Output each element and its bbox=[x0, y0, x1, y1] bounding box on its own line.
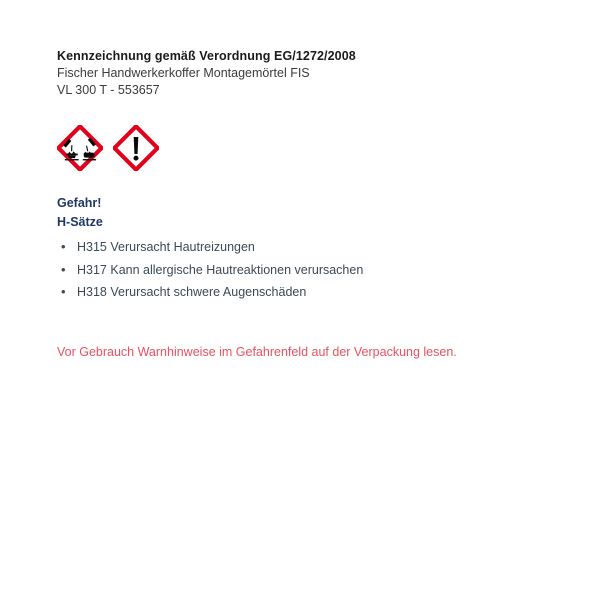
hazard-statements-label: H-Sätze bbox=[57, 215, 103, 229]
safety-notice: Vor Gebrauch Warnhinweise im Gefahrenfeld auf der Verpackung lesen. bbox=[57, 345, 457, 359]
ghs07-exclamation-mark-icon bbox=[113, 125, 159, 171]
list-item: • H315 Verursacht Hautreizungen bbox=[57, 236, 537, 259]
ghs-pictogram-group bbox=[57, 125, 159, 171]
signal-word: Gefahr! bbox=[57, 196, 102, 210]
product-code: VL 300 T - 553657 bbox=[57, 82, 160, 97]
hazard-information bbox=[57, 194, 537, 304]
list-item: • H318 Verursacht schwere Augenschäden bbox=[57, 281, 537, 304]
page-title: Kennzeichnung gemäß Verordnung EG/1272/2008 bbox=[57, 49, 356, 63]
list-item: • H317 Kann allergische Hautreaktionen verursachen bbox=[57, 259, 537, 282]
document-header bbox=[57, 48, 537, 98]
hazard-statements-list bbox=[57, 236, 537, 304]
ghs05-corrosion-icon bbox=[57, 125, 103, 171]
product-name: Fischer Handwerkerkoffer Montagemörtel FIS bbox=[57, 66, 310, 80]
